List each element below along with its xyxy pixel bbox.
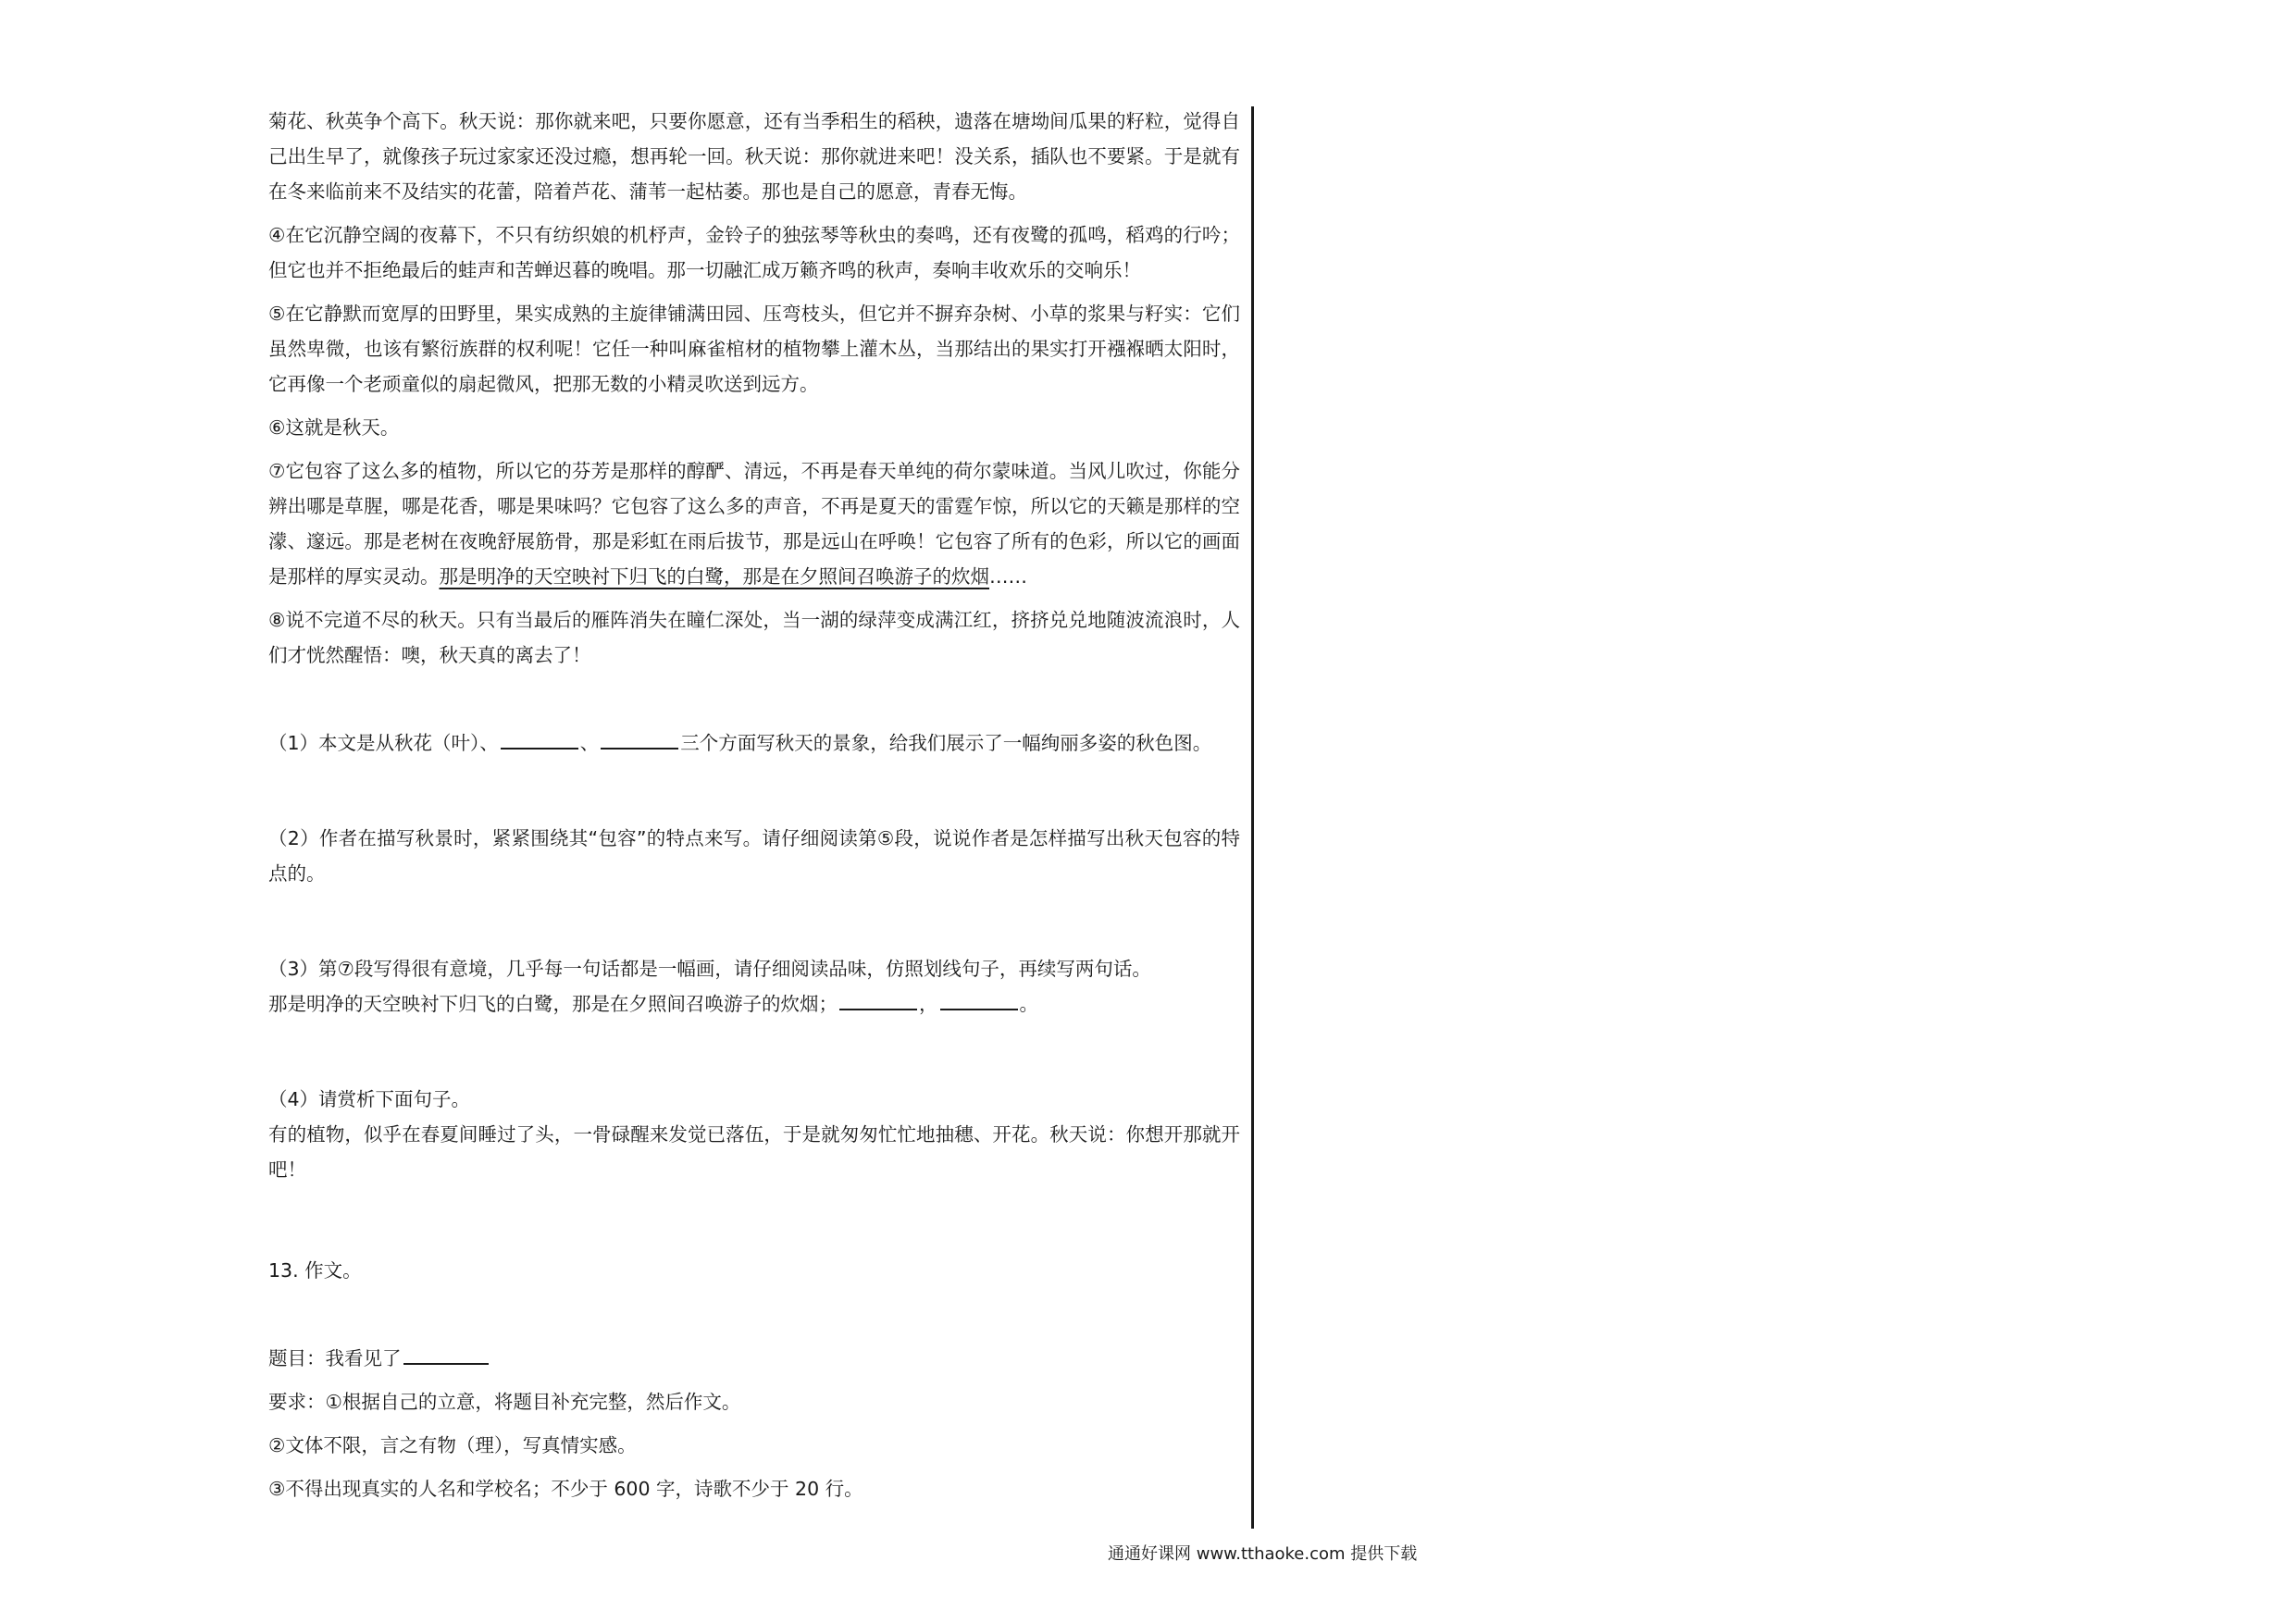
- question-4-prompt: （4）请赏析下面句子。: [268, 1088, 471, 1110]
- composition-requirement-2: ②文体不限，言之有物（理），写真情实感。: [268, 1434, 637, 1456]
- question-1-prefix: （1）本文是从秋花（叶）、: [268, 732, 499, 754]
- answer-blank-3[interactable]: [839, 988, 917, 1010]
- composition-title-label: 题目：我看见了: [268, 1347, 402, 1369]
- composition-requirement-1: 要求：①根据自己的立意，将题目补充完整，然后作文。: [268, 1391, 741, 1413]
- column-divider: [1251, 106, 1254, 1529]
- answer-blank-2[interactable]: [601, 727, 678, 750]
- answer-blank-4[interactable]: [940, 988, 1018, 1010]
- composition-title: [268, 1341, 1240, 1376]
- question-3-end: 。: [1019, 993, 1038, 1015]
- footer-credit: 通通好课网 www.tthaoke.com 提供下载: [1108, 1544, 1418, 1564]
- passage-paragraph-6: ⑥这就是秋天。: [268, 416, 400, 439]
- ellipsis: ……: [989, 565, 1027, 588]
- question-3-separator: ，: [919, 993, 938, 1015]
- question-3-prompt: （3）第⑦段写得很有意境，几乎每一句话都是一幅画，请仔细阅读品味，仿照划线句子，再续写两句话。: [268, 958, 1151, 980]
- underlined-sentence: 那是明净的天空映衬下归飞的白鹭，那是在夕照间召唤游子的炊烟: [439, 565, 989, 588]
- question-4: [268, 1082, 1240, 1187]
- passage-paragraph-7: [268, 453, 1240, 594]
- passage-paragraph-5: ⑤在它静默而宽厚的田野里，果实成熟的主旋律铺满田园、压弯枝头，但它并不摒弃杂树、小草的浆果与籽实：它们虽然卑微，也该有繁衍族群的权利呢！它任一种叫麻雀棺材的植物攀上灌木丛，当那结出的果实打开襁褓晒太阳时，它再像一个老顽童似的扇起微风，把那无数的小精灵吹送到远方。: [268, 303, 1240, 395]
- question-1-suffix: 三个方面写秋天的景象，给我们展示了一幅绚丽多姿的秋色图。: [680, 732, 1212, 754]
- question-1: [268, 725, 1240, 761]
- composition-heading: 13. 作文。: [268, 1259, 362, 1282]
- composition-requirement-3: ③不得出现真实的人名和学校名；不少于 600 字，诗歌不少于 20 行。: [268, 1478, 863, 1500]
- answer-blank-1[interactable]: [501, 727, 578, 750]
- question-4-quote: 有的植物，似乎在春夏间睡过了头，一骨碌醒来发觉已落伍，于是就匆匆忙忙地抽穗、开花。秋天说：你想开那就开吧！: [268, 1123, 1240, 1181]
- question-1-separator: 、: [579, 732, 600, 754]
- passage-paragraph-4: ④在它沉静空阔的夜幕下，不只有纺织娘的机杼声，金铃子的独弦琴等秋虫的奏鸣，还有夜鹭的孤鸣，稻鸡的行吟；但它也并不拒绝最后的蛙声和苦蝉迟暮的晚唱。那一切融汇成万籁齐鸣的秋声，奏响丰收欢乐的交响乐！: [268, 224, 1240, 281]
- passage-paragraph-3-continued: 菊花、秋英争个高下。秋天说：那你就来吧，只要你愿意，还有当季稆生的稻秧，遗落在塘坳间瓜果的籽粒，觉得自己出生早了，就像孩子玩过家家还没过瘾，想再轮一回。秋天说：那你就进来吧！没关系，插队也不要紧。于是就有在冬来临前来不及结实的花蕾，陪着芦花、蒲苇一起枯萎。那也是自己的愿意，青春无悔。: [268, 110, 1240, 203]
- passage-paragraph-8: ⑧说不完道不尽的秋天。只有当最后的雁阵消失在瞳仁深处，当一湖的绿萍变成满江红，挤挤兑兑地随波流浪时，人们才恍然醒悟：噢，秋天真的离去了！: [268, 609, 1240, 666]
- paragraph-7-text: ⑦它包容了这么多的植物，所以它的芬芳是那样的醇酽、清远，不再是春天单纯的荷尔蒙味道。当风儿吹过，你能分辨出哪是草腥，哪是花香，哪是果味吗？它包容了这么多的声音，不再是夏天的雷霆乍惊，所以它的天籁是那样的空濛、邃远。那是老树在夜晚舒展筋骨，那是彩虹在雨后拔节，那是远山在呼唤！它包容了所有的色彩，所以它的画面是那样的厚实灵动。: [268, 460, 1240, 588]
- question-3-example: 那是明净的天空映衬下归飞的白鹭，那是在夕照间召唤游子的炊烟；: [268, 993, 838, 1015]
- exam-left-column: [268, 104, 1240, 1515]
- question-3: [268, 951, 1240, 1022]
- composition-title-blank[interactable]: [403, 1343, 489, 1365]
- question-2: （2）作者在描写秋景时，紧紧围绕其“包容”的特点来写。请仔细阅读第⑤段，说说作者是怎样描写出秋天包容的特点的。: [268, 827, 1240, 885]
